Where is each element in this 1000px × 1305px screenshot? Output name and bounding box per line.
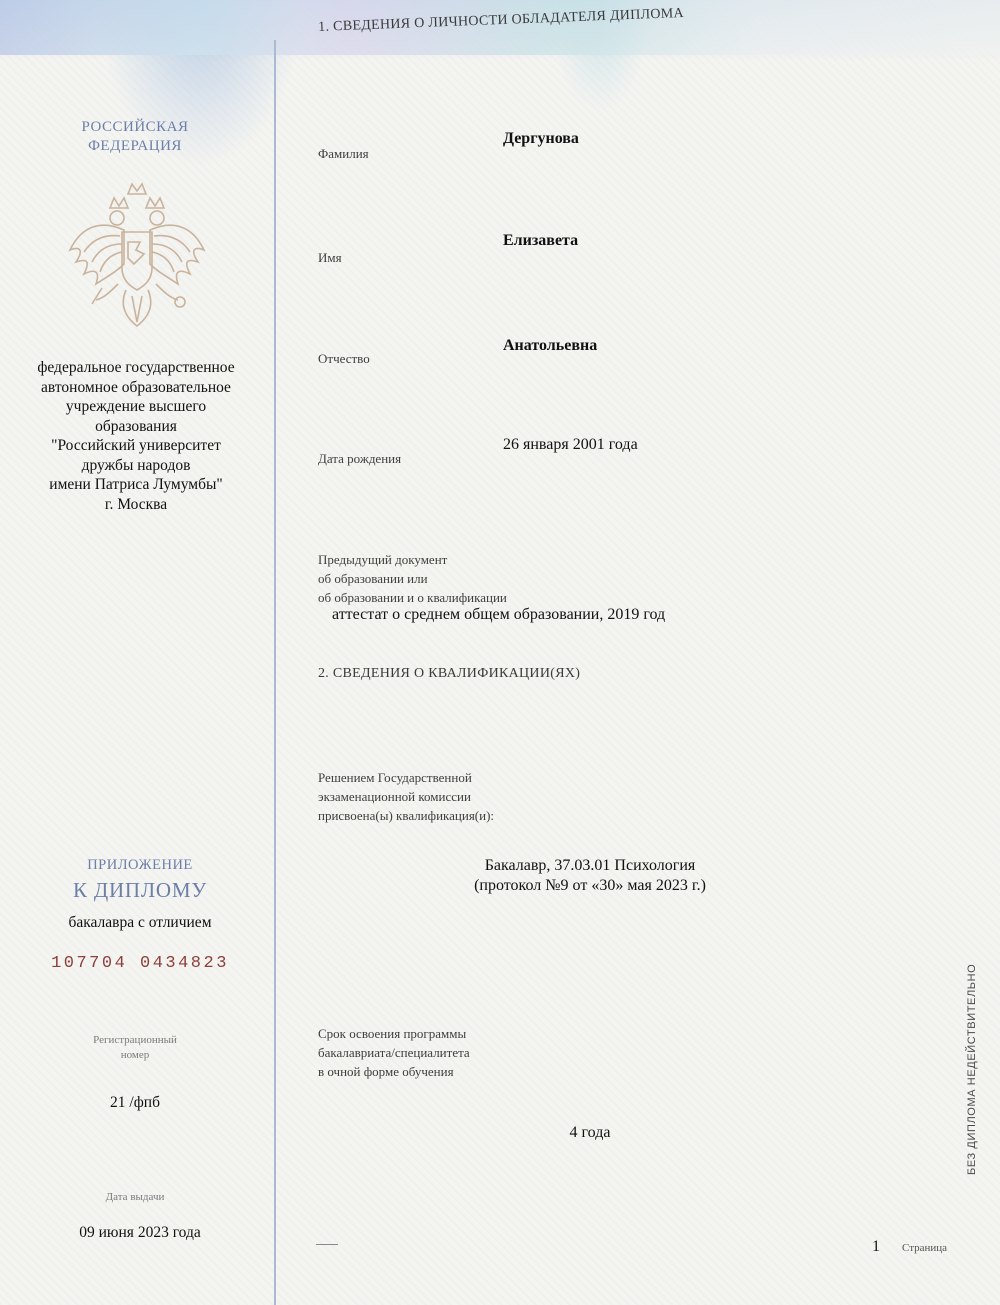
previous-document-label-line: об образовании или [318,571,428,586]
page-label: Страница [902,1242,948,1254]
study-term-label [318,1024,618,1081]
registration-number: 21 /фпб [110,1094,160,1111]
decision-label-line: Решением Государственной [318,770,472,785]
study-term-value: 4 года [569,1124,611,1141]
previous-document-label-line: об образовании и о квалификации [318,590,507,605]
term-label-line: Срок освоения программы [318,1026,467,1041]
section-2-title: 2. СВЕДЕНИЯ О КВАЛИФИКАЦИИ(ЯХ) [318,666,581,681]
registration-label-line: Регистрационный [93,1034,177,1046]
decision-label-line: экзаменационной комиссии [318,789,471,804]
footer-dash [316,1244,338,1245]
serial-number: 107704 0434823 [51,954,229,973]
org-line: учреждение высшего [65,398,207,415]
commission-decision-label [318,768,618,825]
appendix-title: ПРИЛОЖЕНИЕ [87,857,193,873]
org-line: образования [95,417,177,435]
degree-level: бакалавра с отличием [68,914,212,931]
registration-label [60,1033,210,1063]
patronymic-label: Отчество [318,351,370,366]
org-line: федеральное государственное [37,359,235,376]
patronymic-value: Анатольевна [503,337,598,354]
org-line: "Российский университет [51,437,221,454]
previous-document-value: аттестат о среднем общем образовании, 2019 год [332,606,666,623]
term-label-line: в очной форме обучения [318,1064,454,1079]
country-title [40,118,230,156]
previous-document-label-line: Предыдущий документ [318,552,448,567]
section-1-title: 1. СВЕДЕНИЯ О ЛИЧНОСТИ ОБЛАДАТЕЛЯ ДИПЛОМА [318,5,685,35]
organization-name [10,358,262,514]
qualification-block [440,856,740,896]
birth-date-value: 26 января 2001 года [503,436,638,453]
decision-label-line: присвоена(ы) квалификация(и): [318,808,495,823]
column-divider [274,40,276,1305]
qualification-title: Бакалавр, 37.03.01 Психология [484,857,696,874]
appendix-subtitle: К ДИПЛОМУ [72,878,208,902]
term-label-line: бакалавриата/специалитета [318,1045,470,1060]
org-line: г. Москва [104,495,168,513]
name-label: Имя [318,250,342,265]
org-line: автономное образовательное [41,378,231,396]
name-value: Елизавета [503,232,579,249]
surname-value: Дергунова [503,130,579,147]
coat-of-arms-emblem [62,180,212,330]
validity-note: БЕЗ ДИПЛОМА НЕДЕЙСТВИТЕЛЬНО [966,963,978,1175]
registration-label-line: номер [120,1049,150,1061]
surname-label: Фамилия [318,146,369,161]
country-line: РОССИЙСКАЯ [81,119,189,135]
issue-date-label: Дата выдачи [105,1191,165,1203]
issue-date: 09 июня 2023 года [79,1224,201,1241]
left-column [0,0,274,1305]
country-line: ФЕДЕРАЦИЯ [88,138,182,154]
birth-date-label: Дата рождения [318,451,402,466]
page-number: 1 [872,1238,880,1255]
org-line: имени Патриса Лумумбы" [49,476,223,493]
org-line: дружбы народов [81,456,191,474]
previous-document-label [318,550,618,607]
qualification-protocol: (протокол №9 от «30» мая 2023 г.) [474,877,706,894]
